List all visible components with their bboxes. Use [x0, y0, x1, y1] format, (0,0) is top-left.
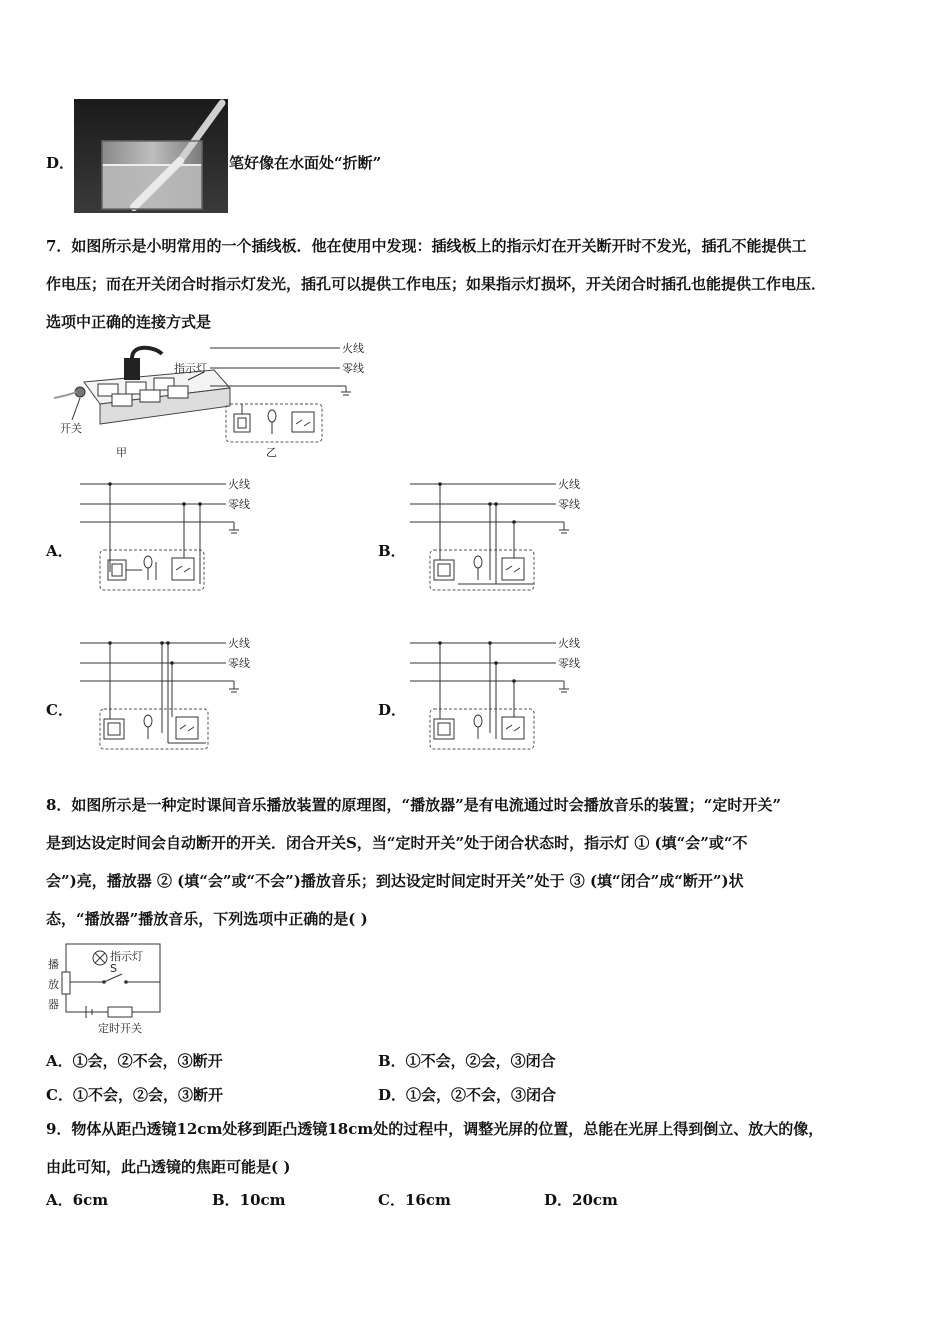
q6-option-d-label: D．	[46, 154, 75, 172]
q7-b-live-label: 火线	[558, 478, 580, 491]
q7-fig-jia-label: 甲	[116, 446, 127, 459]
q7-fig-neutral-label: 零线	[342, 362, 364, 375]
q8-fig-indicator-label: 指示灯	[110, 950, 143, 963]
q7-option-b-circuit	[406, 474, 596, 596]
q7-a-neutral-label: 零线	[228, 498, 250, 511]
q8-fig-player-char-2: 放	[48, 978, 59, 991]
q8-option-b: B．①不会，②会，③闭合	[378, 1052, 556, 1070]
q9-option-a: A．6cm	[46, 1191, 109, 1209]
q8-line-1: 8．如图所示是一种定时课间音乐播放装置的原理图，“播放器”是有电流通过时会播放音乐的装置；“定时开关”	[46, 796, 781, 814]
q8-line-4: 态，“播放器”播放音乐，下列选项中正确的是( )	[46, 910, 368, 928]
q8-timer-circuit-figure	[44, 938, 174, 1038]
q8-line-3: 会”)亮，播放器 ② (填“会”或“不会”)播放音乐；到达设定时间定时开关”处于 ③ (填“闭合”成“断开”)状	[46, 872, 744, 890]
q7-line-3: 选项中正确的连接方式是	[46, 313, 212, 331]
q6-option-d-text: 笔好像在水面处“折断”	[229, 154, 382, 172]
q9-option-b: B．10cm	[212, 1191, 286, 1209]
q8-option-d: D．①会，②不会，③闭合	[378, 1086, 557, 1104]
q8-option-c: C．①不会，②会，③断开	[46, 1086, 223, 1104]
q7-option-c-label: C．	[46, 701, 73, 719]
q7-b-neutral-label: 零线	[558, 498, 580, 511]
q7-option-d-circuit	[406, 633, 596, 755]
q7-c-neutral-label: 零线	[228, 657, 250, 670]
q7-option-d-label: D．	[378, 701, 407, 719]
power-strip-image	[54, 348, 230, 424]
q9-line-1: 9．物体从距凸透镜12cm处移到距凸透镜18cm处的过程中，调整光屏的位置，总能在光屏上得到倒立、放大的像，	[46, 1120, 824, 1138]
q7-c-live-label: 火线	[228, 637, 250, 650]
q8-fig-player-char-1: 播	[48, 958, 59, 971]
q7-line-2: 作电压；而在开关闭合时指示灯发光，插孔可以提供工作电压；如果指示灯损坏，开关闭合时插孔也能提供工作电压．	[46, 275, 827, 293]
pen-in-water-photo	[74, 99, 228, 213]
q7-option-c-circuit	[76, 633, 266, 755]
q7-d-live-label: 火线	[558, 637, 580, 650]
q8-fig-timer-label: 定时开关	[98, 1022, 142, 1035]
q7-fig-yi-label: 乙	[266, 446, 277, 459]
q8-option-a: A．①会，②不会，③断开	[46, 1052, 223, 1070]
q8-fig-s-label: S	[110, 962, 117, 975]
q9-option-c: C．16cm	[378, 1191, 451, 1209]
q7-d-neutral-label: 零线	[558, 657, 580, 670]
q8-fig-player-char-3: 器	[48, 998, 59, 1011]
q9-line-2: 由此可知，此凸透镜的焦距可能是( )	[46, 1158, 291, 1176]
q7-power-strip-figure	[44, 340, 374, 462]
q7-option-a-label: A．	[46, 542, 73, 560]
q8-line-2: 是到达设定时间会自动断开的开关．闭合开关S，当“定时开关”处于闭合状态时，指示灯 ① (填“会”或“不	[46, 834, 748, 852]
q7-fig-indicator-label: 指示灯	[174, 362, 207, 375]
q7-option-b-label: B．	[378, 542, 406, 560]
q7-option-a-circuit	[76, 474, 266, 596]
q7-fig-switch-label: 开关	[60, 422, 82, 435]
q7-fig-live-label: 火线	[342, 342, 364, 355]
q7-a-live-label: 火线	[228, 478, 250, 491]
q9-option-d: D．20cm	[544, 1191, 618, 1209]
q7-line-1: 7．如图所示是小明常用的一个插线板．他在使用中发现：插线板上的指示灯在开关断开时不发光，插孔不能提供工	[46, 237, 807, 255]
